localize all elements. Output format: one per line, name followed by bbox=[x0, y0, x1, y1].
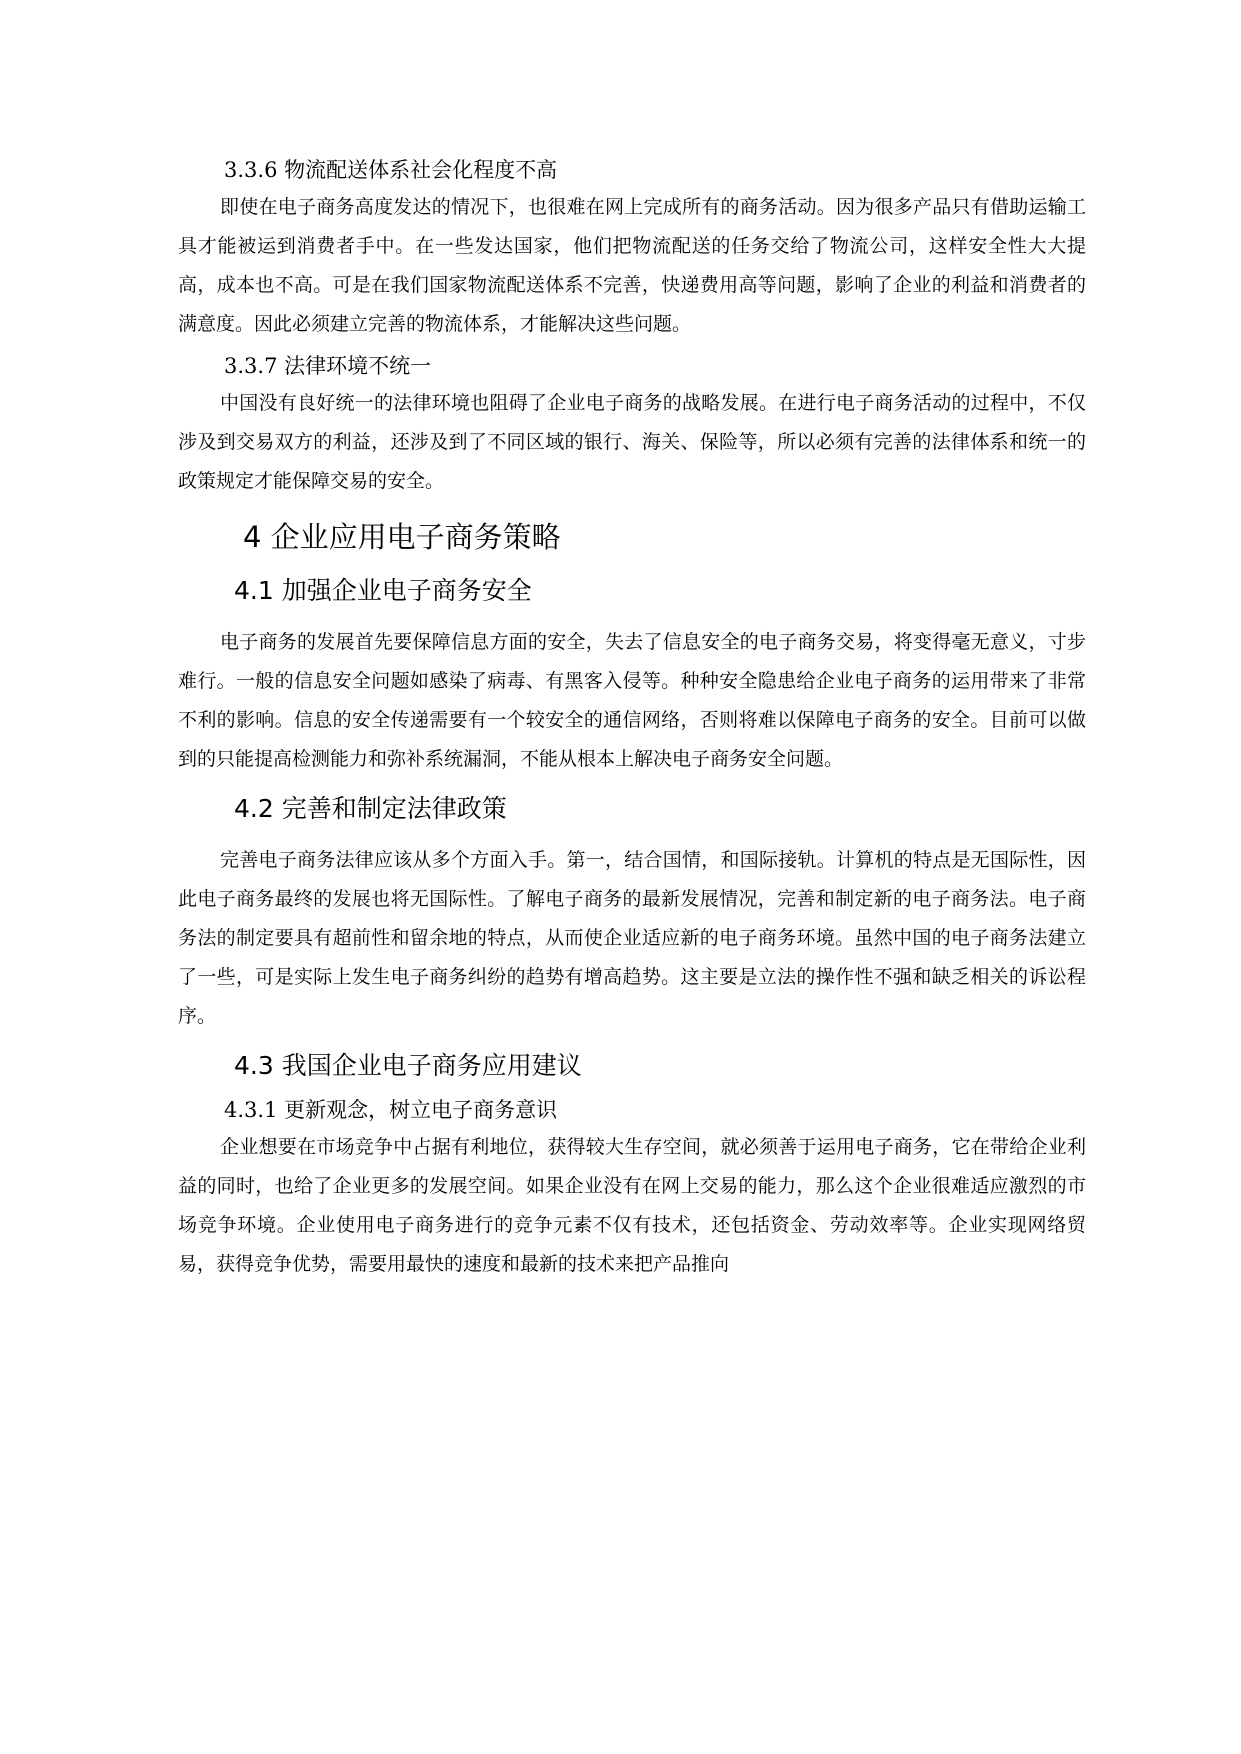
heading-4-2: 4.2 完善和制定法律政策 bbox=[234, 794, 507, 823]
heading-4-3-1: 4.3.1 更新观念，树立电子商务意识 bbox=[224, 1098, 558, 1122]
heading-chapter-4: 4 企业应用电子商务策略 bbox=[243, 520, 561, 554]
paragraph-4-1: 电子商务的发展首先要保障信息方面的安全，失去了信息安全的电子商务交易，将变得毫无意义，寸步难行。一般的信息安全问题如感染了病毒、有黑客入侵等。种种安全隐患给企业电子商务的运用带来了非常不利的影响。信息的安全传递需要有一个较安全的通信网络，否则将难以保障电子商务的安全。目前可以做到的只能提高检测能力和弥补系统漏洞，不能从根本上解决电子商务安全问题。 bbox=[178, 631, 1086, 770]
heading-4-1: 4.1 加强企业电子商务安全 bbox=[234, 576, 532, 605]
heading-4-3: 4.3 我国企业电子商务应用建议 bbox=[234, 1051, 582, 1080]
paragraph-3-3-7: 中国没有良好统一的法律环境也阻碍了企业电子商务的战略发展。在进行电子商务活动的过程中，不仅涉及到交易双方的利益，还涉及到了不同区域的银行、海关、保险等，所以必须有完善的法律体系和统一的政策规定才能保障交易的安全。 bbox=[178, 392, 1086, 492]
page-content bbox=[178, 152, 1086, 1288]
paragraph-4-3-1: 企业想要在市场竞争中占据有利地位，获得较大生存空间，就必须善于运用电子商务，它在带给企业利益的同时，也给了企业更多的发展空间。如果企业没有在网上交易的能力，那么这个企业很难适应激烈的市场竞争环境。企业使用电子商务进行的竞争元素不仅有技术，还包括资金、劳动效率等。企业实现网络贸易，获得竞争优势，需要用最快的速度和最新的技术来把产品推向 bbox=[178, 1136, 1086, 1275]
heading-3-3-7: 3.3.7 法律环境不统一 bbox=[224, 354, 432, 378]
paragraph-3-3-6: 即使在电子商务高度发达的情况下，也很难在网上完成所有的商务活动。因为很多产品只有借助运输工具才能被运到消费者手中。在一些发达国家，他们把物流配送的任务交给了物流公司，这样安全性大大提高，成本也不高。可是在我们国家物流配送体系不完善，快递费用高等问题，影响了企业的利益和消费者的满意度。因此必须建立完善的物流体系，才能解决这些问题。 bbox=[178, 196, 1086, 335]
heading-3-3-6: 3.3.6 物流配送体系社会化程度不高 bbox=[224, 158, 558, 182]
paragraph-4-2: 完善电子商务法律应该从多个方面入手。第一，结合国情，和国际接轨。计算机的特点是无国际性，因此电子商务最终的发展也将无国际性。了解电子商务的最新发展情况，完善和制定新的电子商务法。电子商务法的制定要具有超前性和留余地的特点，从而使企业适应新的电子商务环境。虽然中国的电子商务法建立了一些，可是实际上发生电子商务纠纷的趋势有增高趋势。这主要是立法的操作性不强和缺乏相关的诉讼程序。 bbox=[178, 849, 1086, 1027]
